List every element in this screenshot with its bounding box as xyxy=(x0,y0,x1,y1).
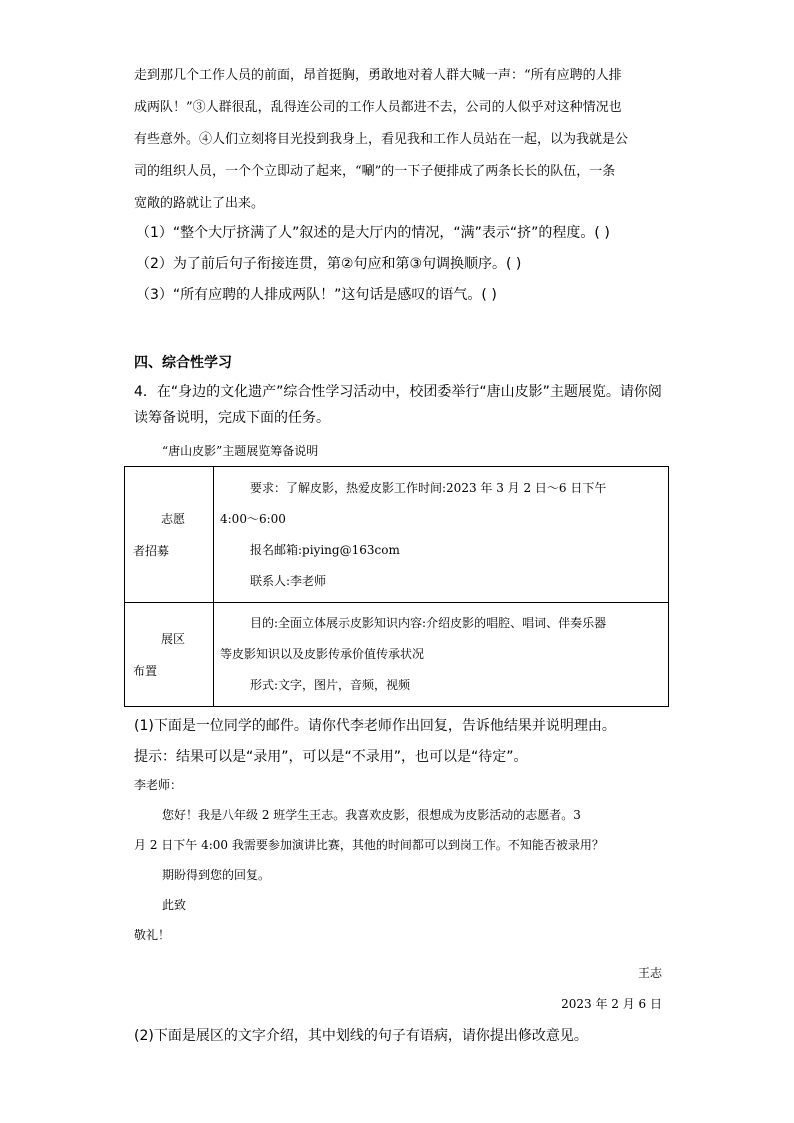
table-content-cell xyxy=(214,467,669,603)
table-label-cell xyxy=(125,603,214,707)
table-label-cell xyxy=(125,467,214,603)
cell-line: 目的:全面立体展示皮影知识内容:介绍皮影的唱腔、唱词、伴奏乐器 xyxy=(250,616,607,630)
hint-text: 提示：结果可以是“录用”，可以是“不录用”，也可以是“待定”。 xyxy=(134,749,528,765)
label-line: 布置 xyxy=(133,663,158,678)
section-heading: 四、综合性学习 xyxy=(134,355,232,371)
sub-question-1: (1)下面是一位同学的邮件。请你代李老师作出回复，告诉他结果并说明理由。 xyxy=(134,718,616,734)
letter-body xyxy=(134,800,604,950)
cell-line: 联系人:李老师 xyxy=(250,573,327,588)
passage-line: 走到那几个工作人员的前面，昂首挺胸，勇敢地对着人群大喊一声：“所有应聘的人排 xyxy=(134,68,622,83)
label-line: 者招募 xyxy=(133,543,170,558)
letter-line: 期盼得到您的回复。 xyxy=(162,868,271,882)
letter-line: 月 2 日下午 4:00 我需要参加演讲比赛，其他的时间都可以到岗工作。不知能否被录用？ xyxy=(134,838,604,852)
passage-line: 司的组织人员，一个个立即动了起来，“唰”的一下子便排成了两条长长的队伍，一条 xyxy=(134,164,616,179)
info-table xyxy=(124,466,669,707)
label-line: 志愿 xyxy=(161,511,186,526)
judgment-item-3: （3）“所有应聘的人排成两队！”这句话是感叹的语气。( ) xyxy=(136,287,497,303)
table-content-cell xyxy=(214,603,669,707)
cell-line: 4:00～6:00 xyxy=(220,511,286,526)
letter-line: 您好！我是八年级 2 班学生王志。我喜欢皮影，很想成为皮影活动的志愿者。3 xyxy=(162,808,581,822)
judgment-item-2: （2）为了前后句子衔接连贯，第②句应和第③句调换顺序。( ) xyxy=(136,256,522,272)
question-text xyxy=(134,379,662,431)
passage-line: 成两队！”③人群很乱，乱得连公司的工作人员都进不去，公司的人似乎对这种情况也 xyxy=(134,100,622,115)
letter-line: 敬礼！ xyxy=(134,928,171,942)
letter-salutation: 李老师： xyxy=(134,778,183,792)
sub-question-2: (2)下面是展区的文字介绍，其中划线的句子有语病，请你提出修改意见。 xyxy=(134,1028,588,1044)
table-row xyxy=(125,467,669,603)
cell-line: 等皮影知识以及皮影传承价值传承状况 xyxy=(220,647,425,661)
letter-date: 2023 年 2 月 6 日 xyxy=(561,997,662,1011)
letter-signature: 王志 xyxy=(637,966,662,980)
cell-line: 要求：了解皮影，热爱皮影工作时间:2023 年 3 月 2 日～6 日下午 xyxy=(250,480,607,495)
letter-line: 此致 xyxy=(162,898,187,912)
label-line: 展区 xyxy=(161,631,186,646)
table-row xyxy=(125,603,669,707)
cell-line: 报名邮箱:piying@163com xyxy=(250,542,400,557)
judgment-item-1: （1）“整个大厅挤满了人”叙述的是大厅内的情况，“满”表示“挤”的程度。( ) xyxy=(136,225,610,241)
cell-line: 形式:文字，图片，音频，视频 xyxy=(250,678,411,692)
table-title: “唐山皮影”主题展览筹备说明 xyxy=(162,444,319,458)
question-line: 读筹备说明，完成下面的任务。 xyxy=(134,410,330,426)
passage xyxy=(134,60,672,220)
question-line: 4．在“身边的文化遗产”综合性学习活动中，校团委举行“唐山皮影”主题展览。请你阅 xyxy=(134,384,662,400)
passage-line: 有些意外。④人们立刻将目光投到我身上，看见我和工作人员站在一起，以为我就是公 xyxy=(134,132,629,147)
passage-line: 宽敞的路就让了出来。 xyxy=(134,196,265,211)
